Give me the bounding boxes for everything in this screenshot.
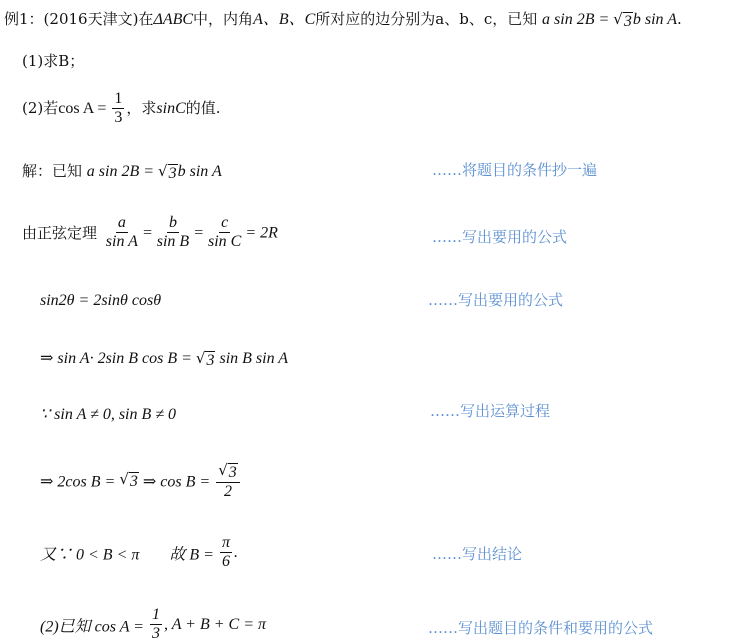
- sqrt-symbol: √ 3: [119, 470, 138, 491]
- law-of-sines-label: 由正弦定理: [22, 224, 98, 243]
- part-1-question: (1)求B；: [22, 52, 85, 70]
- triangle-label: ΔABC: [153, 11, 194, 28]
- substituted-rhs: sin B sin A: [215, 350, 289, 367]
- fraction-denominator: sin B: [156, 233, 190, 251]
- nonzero-condition: ∵ sin A ≠ 0, sin B ≠ 0: [40, 406, 177, 423]
- known-equation: [87, 163, 222, 180]
- problem-text-2: 所对应的边分别为a、b、c，已知: [315, 10, 538, 28]
- double-angle-formula: sin2θ = 2sinθ cosθ: [40, 292, 162, 309]
- fraction-b-over-sin-b: [155, 214, 191, 252]
- part-2-given: (2)已知 cos A =: [40, 618, 148, 636]
- one-third-fraction: [150, 606, 162, 644]
- sqrt-symbol: √ 3: [195, 349, 215, 369]
- known-rhs: b sin A: [177, 163, 222, 180]
- cos-b-result: ⇒ cos B =: [138, 473, 215, 491]
- equals-2r: = 2R: [245, 223, 278, 241]
- fraction-numerator: b: [167, 214, 179, 233]
- pi-over-6-fraction: [220, 534, 232, 572]
- sqrt-radicand: 3: [623, 13, 632, 30]
- annotation-computation: ……写出运算过程: [430, 402, 551, 420]
- fraction-denominator: sin A: [105, 233, 138, 251]
- sqrt-radicand: 3: [228, 464, 237, 481]
- annotation-conclusion: ……写出结论: [432, 545, 523, 563]
- solution-line-1: [22, 160, 222, 183]
- fraction-numerator: 1: [112, 90, 124, 109]
- fraction-numerator: 1: [150, 606, 162, 625]
- problem-label: 例1：(2016天津文)在: [4, 10, 154, 28]
- range-condition: 又∵ 0 < B < π: [40, 546, 140, 564]
- solution-prefix: 解：已知: [22, 162, 83, 180]
- sqrt-radicand: 3: [206, 352, 215, 369]
- one-third-fraction: [112, 90, 124, 128]
- fraction-numerator: [216, 462, 240, 483]
- root3-over-2-fraction: [216, 462, 240, 501]
- annotation-copy-conditions: ……将题目的条件抄一遍: [432, 161, 598, 179]
- sqrt-symbol: √ 3: [613, 10, 632, 30]
- annotation-conditions-formula: ……写出题目的条件和要用的公式: [428, 619, 654, 637]
- cos-b-step: ⇒ 2cos B =: [40, 473, 120, 491]
- part-2-prefix: (2)若: [22, 98, 59, 117]
- problem-statement: [4, 6, 682, 31]
- sqrt-symbol: √ 3: [218, 461, 237, 481]
- known-lhs: a sin 2B =: [86, 163, 159, 180]
- given-equation: [542, 11, 677, 28]
- given-lhs: a sin 2B =: [542, 11, 614, 28]
- fraction-numerator: π: [220, 534, 232, 553]
- sqrt-radicand: 3: [168, 165, 177, 182]
- sqrt-radicand: 3: [129, 473, 138, 491]
- fraction-numerator: a: [116, 214, 128, 233]
- annotation-formula-2: ……写出要用的公式: [428, 291, 564, 309]
- sqrt-symbol: √ 3: [158, 162, 177, 182]
- period: .: [233, 543, 238, 561]
- problem-text-1: 中，内角: [193, 10, 254, 28]
- fraction-denominator: 3: [114, 109, 123, 127]
- conclusion-b: 故 B =: [169, 546, 218, 564]
- part-2-question: [22, 90, 221, 128]
- solution-line-6: [40, 462, 242, 501]
- fraction-numerator: c: [219, 214, 230, 233]
- cos-a-expression: cos A =: [58, 99, 111, 117]
- fraction-c-over-sin-c: [206, 214, 243, 252]
- period: .: [677, 10, 682, 28]
- given-rhs: b sin A: [632, 11, 677, 28]
- target-expression: sinC: [156, 99, 186, 117]
- law-of-sines-formula: $\frac{a}{\text{sin A}}$ = $\frac{b}{\text{sin B}}$ = $\frac{c}{\text{sin C}}$ = 2R: [105, 214, 278, 251]
- part-2-end: 的值.: [185, 98, 221, 117]
- solution-line-4: [40, 348, 288, 370]
- part-2-suffix: ，求: [126, 98, 157, 117]
- fraction-denominator: sin C: [208, 233, 242, 251]
- fraction-a-over-sin-a: [104, 214, 140, 252]
- solution-line-8: [40, 606, 266, 644]
- angle-names: A、B、C: [253, 11, 316, 28]
- substituted-lhs: ⇒ sin A· 2sin B cos B =: [40, 350, 196, 367]
- angle-sum: , A + B + C = π: [163, 615, 267, 633]
- solution-line-2: [22, 214, 278, 252]
- fraction-denominator: 6: [221, 553, 230, 571]
- solution-line-7: [40, 534, 238, 572]
- fraction-denominator: 2: [223, 482, 232, 500]
- fraction-denominator: 3: [151, 625, 160, 643]
- annotation-formula-1: ……写出要用的公式: [432, 228, 568, 246]
